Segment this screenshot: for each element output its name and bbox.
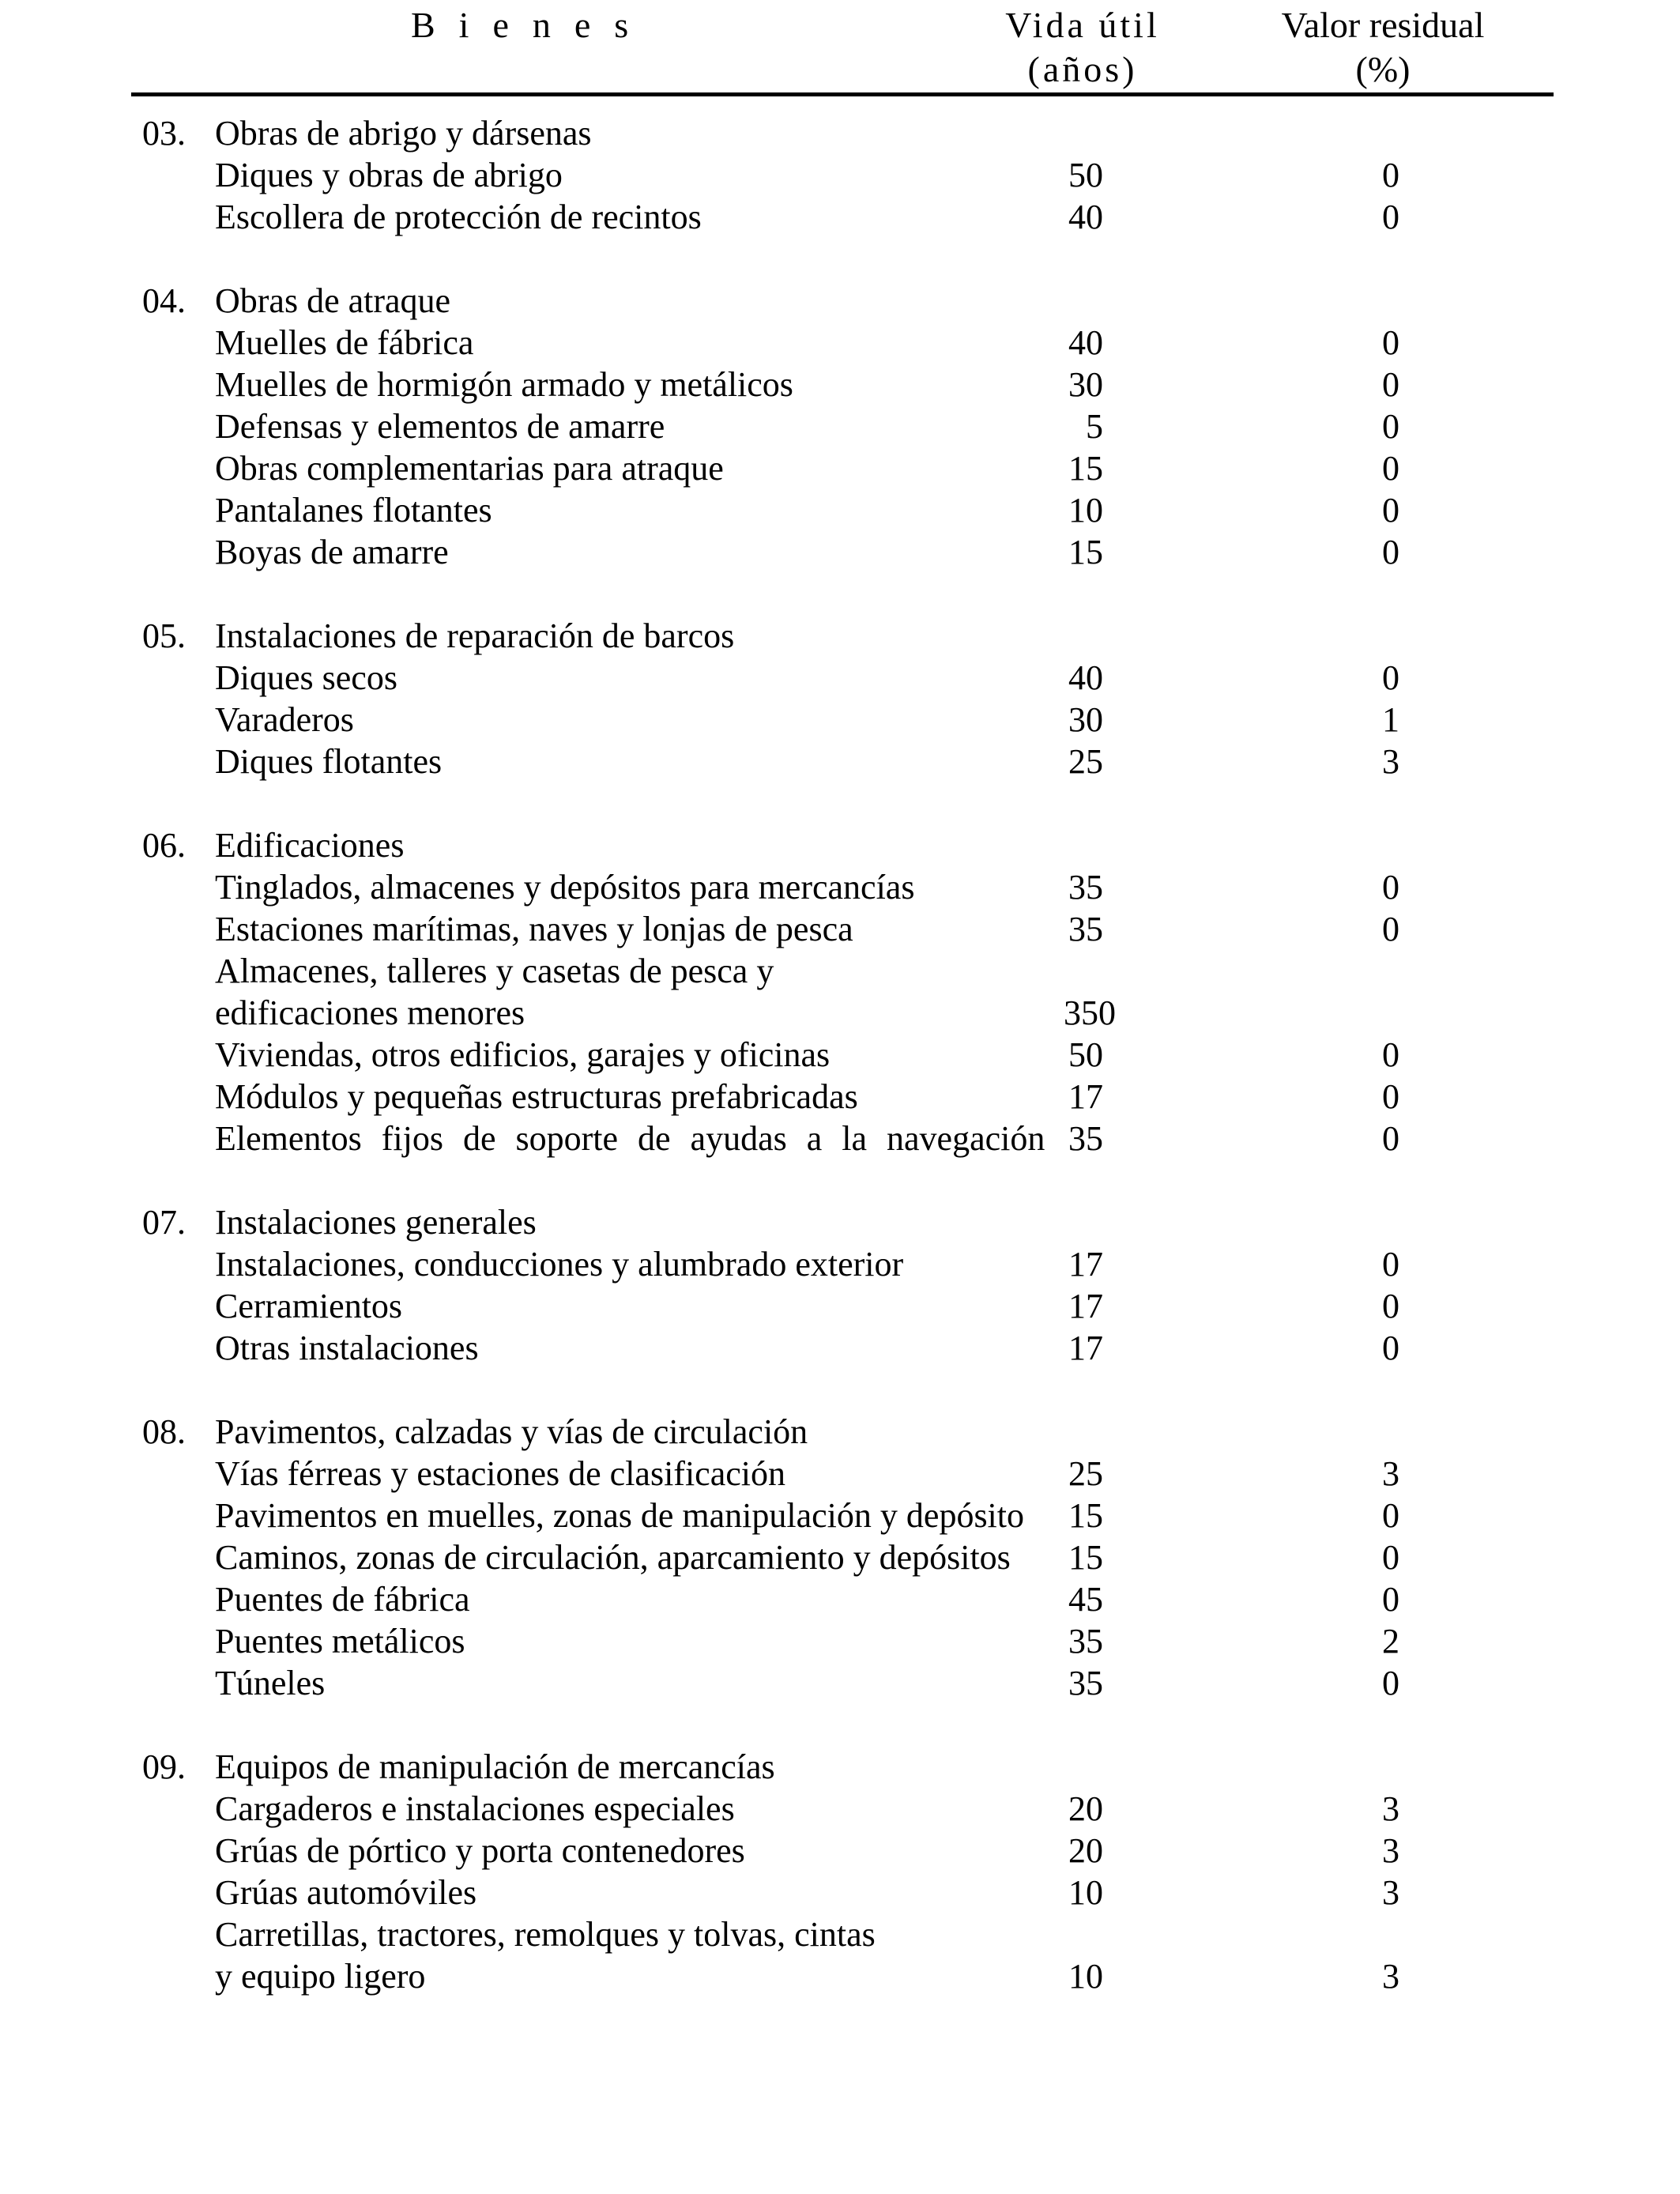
table-row (0, 950, 1680, 992)
item-label: Boyas de amarre (215, 533, 449, 571)
group-heading-row (0, 1201, 1680, 1243)
table-row (0, 699, 1680, 741)
item-label: Escollera de protección de recintos (215, 198, 702, 236)
item-label: Estaciones marítimas, naves y lonjas de pesca (215, 910, 853, 948)
valor-residual-value: 0 (1382, 1329, 1399, 1367)
item-label: y equipo ligero (215, 1957, 426, 1996)
item-label: edificaciones menores (215, 993, 525, 1032)
valor-residual-value: 0 (1382, 407, 1399, 446)
valor-residual-value: 0 (1382, 365, 1399, 404)
header-vida-line2: (años) (1027, 49, 1138, 89)
item-label: Vías férreas y estaciones de clasificación (215, 1454, 785, 1493)
group-title: Instalaciones generales (215, 1203, 537, 1242)
valor-residual-value: 0 (1382, 449, 1399, 488)
item-label: Viviendas, otros edificios, garajes y oficinas (215, 1035, 831, 1074)
item-label: Obras complementarias para atraque (215, 449, 724, 488)
group-title: Instalaciones de reparación de barcos (215, 616, 735, 655)
table-row (0, 1076, 1680, 1118)
asset-group (0, 615, 1680, 782)
header-vida-util (972, 3, 1193, 92)
valor-residual-value: 3 (1382, 1454, 1399, 1493)
group-code: 05. (142, 616, 186, 655)
table-row (0, 322, 1680, 364)
vida-util-value: 35 (1068, 868, 1103, 907)
valor-residual-value: 0 (1382, 1538, 1399, 1577)
asset-group (0, 1746, 1680, 1997)
table-row (0, 531, 1680, 573)
vida-util-value: 10 (1068, 1873, 1103, 1912)
item-label: Tinglados, almacenes y depósitos para mercancías (215, 868, 915, 907)
valor-residual-value: 0 (1382, 1496, 1399, 1535)
vida-util-value: 17 (1068, 1287, 1103, 1325)
group-code: 08. (142, 1412, 186, 1451)
vida-util-value: 10 (1068, 491, 1103, 530)
vida-util-value: 35 (1068, 910, 1103, 948)
item-label: Muelles de fábrica (215, 323, 474, 362)
group-heading-row (0, 824, 1680, 866)
vida-util-value: 50 (1068, 156, 1103, 194)
item-label: Muelles de hormigón armado y metálicos (215, 365, 793, 404)
table-row (0, 489, 1680, 531)
valor-residual-value: 1 (1382, 700, 1399, 739)
valor-residual-value: 0 (1382, 533, 1399, 571)
table-row (0, 1872, 1680, 1913)
valor-residual-value: 0 (1382, 868, 1399, 907)
item-label: Puentes de fábrica (215, 1580, 470, 1619)
group-title: Edificaciones (215, 826, 405, 865)
table-row (0, 1578, 1680, 1620)
table-row (0, 1034, 1680, 1076)
header-bienes: Bienes (411, 5, 653, 45)
table-row (0, 196, 1680, 238)
table-row (0, 1285, 1680, 1327)
vida-util-value: 20 (1068, 1831, 1103, 1870)
item-label: Módulos y pequeñas estructuras prefabricadas (215, 1077, 858, 1116)
valor-residual-value: 0 (1382, 1287, 1399, 1325)
item-label: Varaderos (215, 700, 354, 739)
valor-residual-value: 0 (1382, 1035, 1399, 1074)
table-row (0, 1495, 1680, 1536)
group-code: 03. (142, 114, 186, 153)
vida-util-value: 30 (1068, 700, 1103, 739)
group-title: Obras de abrigo y dársenas (215, 114, 592, 153)
item-label: Diques secos (215, 658, 397, 697)
table-row (0, 447, 1680, 489)
vida-util-value: 40 (1068, 323, 1103, 362)
vida-util-value: 350 (1064, 993, 1116, 1032)
group-title: Equipos de manipulación de mercancías (215, 1747, 775, 1786)
item-label: Grúas automóviles (215, 1873, 477, 1912)
item-label: Caminos, zonas de circulación, aparcamiento y depósitos (215, 1538, 1011, 1577)
table-row (0, 1662, 1680, 1704)
item-label: Instalaciones, conducciones y alumbrado exterior (215, 1245, 904, 1284)
valor-residual-value: 0 (1382, 198, 1399, 236)
vida-util-value: 17 (1068, 1329, 1103, 1367)
vida-util-value: 35 (1068, 1622, 1103, 1661)
valor-residual-value: 3 (1382, 742, 1399, 781)
asset-group (0, 112, 1680, 238)
vida-util-value: 17 (1068, 1077, 1103, 1116)
vida-util-value: 20 (1068, 1789, 1103, 1828)
item-label: Pavimentos en muelles, zonas de manipulación y depósito (215, 1496, 1025, 1535)
group-code: 06. (142, 826, 186, 865)
group-title: Obras de atraque (215, 281, 451, 320)
item-label: Elementos fijos de soporte de ayudas a la navegación (215, 1119, 1045, 1158)
valor-residual-value: 2 (1382, 1622, 1399, 1661)
vida-util-value: 40 (1068, 658, 1103, 697)
table-row (0, 364, 1680, 405)
item-label: Otras instalaciones (215, 1329, 479, 1367)
table-row (0, 1243, 1680, 1285)
table-row (0, 1453, 1680, 1495)
header-vida-line1: Vida útil (1005, 5, 1160, 45)
valor-residual-value: 0 (1382, 156, 1399, 194)
valor-residual-value: 0 (1382, 1664, 1399, 1702)
table-header (0, 3, 1680, 90)
item-label: Carretillas, tractores, remolques y tolvas, cintas (215, 1915, 876, 1954)
vida-util-value: 15 (1068, 449, 1103, 488)
group-title: Pavimentos, calzadas y vías de circulación (215, 1412, 808, 1451)
item-label: Diques flotantes (215, 742, 443, 781)
valor-residual-value: 0 (1382, 910, 1399, 948)
valor-residual-value: 0 (1382, 491, 1399, 530)
vida-util-value: 25 (1068, 742, 1103, 781)
valor-residual-value: 0 (1382, 1580, 1399, 1619)
item-label: Pantalanes flotantes (215, 491, 492, 530)
valor-residual-value: 3 (1382, 1873, 1399, 1912)
valor-residual-value: 3 (1382, 1831, 1399, 1870)
asset-group (0, 824, 1680, 1159)
item-label: Diques y obras de abrigo (215, 156, 563, 194)
table-row (0, 657, 1680, 699)
item-label: Cerramientos (215, 1287, 403, 1325)
table-row (0, 1620, 1680, 1662)
valor-residual-value: 0 (1382, 658, 1399, 697)
item-label: Defensas y elementos de amarre (215, 407, 665, 446)
table-row (0, 154, 1680, 196)
item-label: Grúas de pórtico y porta contenedores (215, 1831, 745, 1870)
group-code: 04. (142, 281, 186, 320)
item-label: Cargaderos e instalaciones especiales (215, 1789, 735, 1828)
header-valor-line1: Valor residual (1281, 5, 1485, 45)
group-heading-row (0, 112, 1680, 154)
table-row (0, 1788, 1680, 1830)
valor-residual-value: 0 (1382, 1077, 1399, 1116)
valor-residual-value: 0 (1382, 1119, 1399, 1158)
valor-residual-value: 3 (1382, 1957, 1399, 1996)
vida-util-value: 50 (1068, 1035, 1103, 1074)
vida-util-value: 10 (1068, 1957, 1103, 1996)
vida-util-value: 35 (1068, 1664, 1103, 1702)
table-row (0, 1118, 1680, 1159)
vida-util-value: 30 (1068, 365, 1103, 404)
group-heading-row (0, 1746, 1680, 1788)
item-label: Túneles (215, 1664, 326, 1702)
table-row (0, 1830, 1680, 1872)
group-heading-row (0, 280, 1680, 322)
group-code: 07. (142, 1203, 186, 1242)
table-row (0, 1955, 1680, 1997)
table-row (0, 741, 1680, 782)
table-row (0, 866, 1680, 908)
vida-util-value: 5 (1086, 407, 1103, 446)
table-row (0, 908, 1680, 950)
table-row (0, 1536, 1680, 1578)
asset-group (0, 280, 1680, 573)
vida-util-value: 15 (1068, 533, 1103, 571)
group-code: 09. (142, 1747, 186, 1786)
vida-util-value: 17 (1068, 1245, 1103, 1284)
vida-util-value: 25 (1068, 1454, 1103, 1493)
header-valor-residual (1249, 3, 1517, 92)
table-row (0, 405, 1680, 447)
group-heading-row (0, 615, 1680, 657)
asset-group (0, 1201, 1680, 1369)
valor-residual-value: 3 (1382, 1789, 1399, 1828)
item-label: Almacenes, talleres y casetas de pesca y (215, 952, 774, 990)
vida-util-value: 15 (1068, 1538, 1103, 1577)
table-body (0, 112, 1680, 2039)
vida-util-value: 40 (1068, 198, 1103, 236)
item-label: Puentes metálicos (215, 1622, 465, 1661)
table-row (0, 992, 1680, 1034)
vida-util-value: 15 (1068, 1496, 1103, 1535)
group-heading-row (0, 1411, 1680, 1453)
table-row (0, 1327, 1680, 1369)
header-valor-line2: (%) (1355, 49, 1411, 89)
asset-group (0, 1411, 1680, 1704)
vida-util-value: 35 (1068, 1119, 1103, 1158)
table-row (0, 1913, 1680, 1955)
valor-residual-value: 0 (1382, 323, 1399, 362)
valor-residual-value: 0 (1382, 1245, 1399, 1284)
vida-util-value: 45 (1068, 1580, 1103, 1619)
header-rule (131, 92, 1554, 96)
